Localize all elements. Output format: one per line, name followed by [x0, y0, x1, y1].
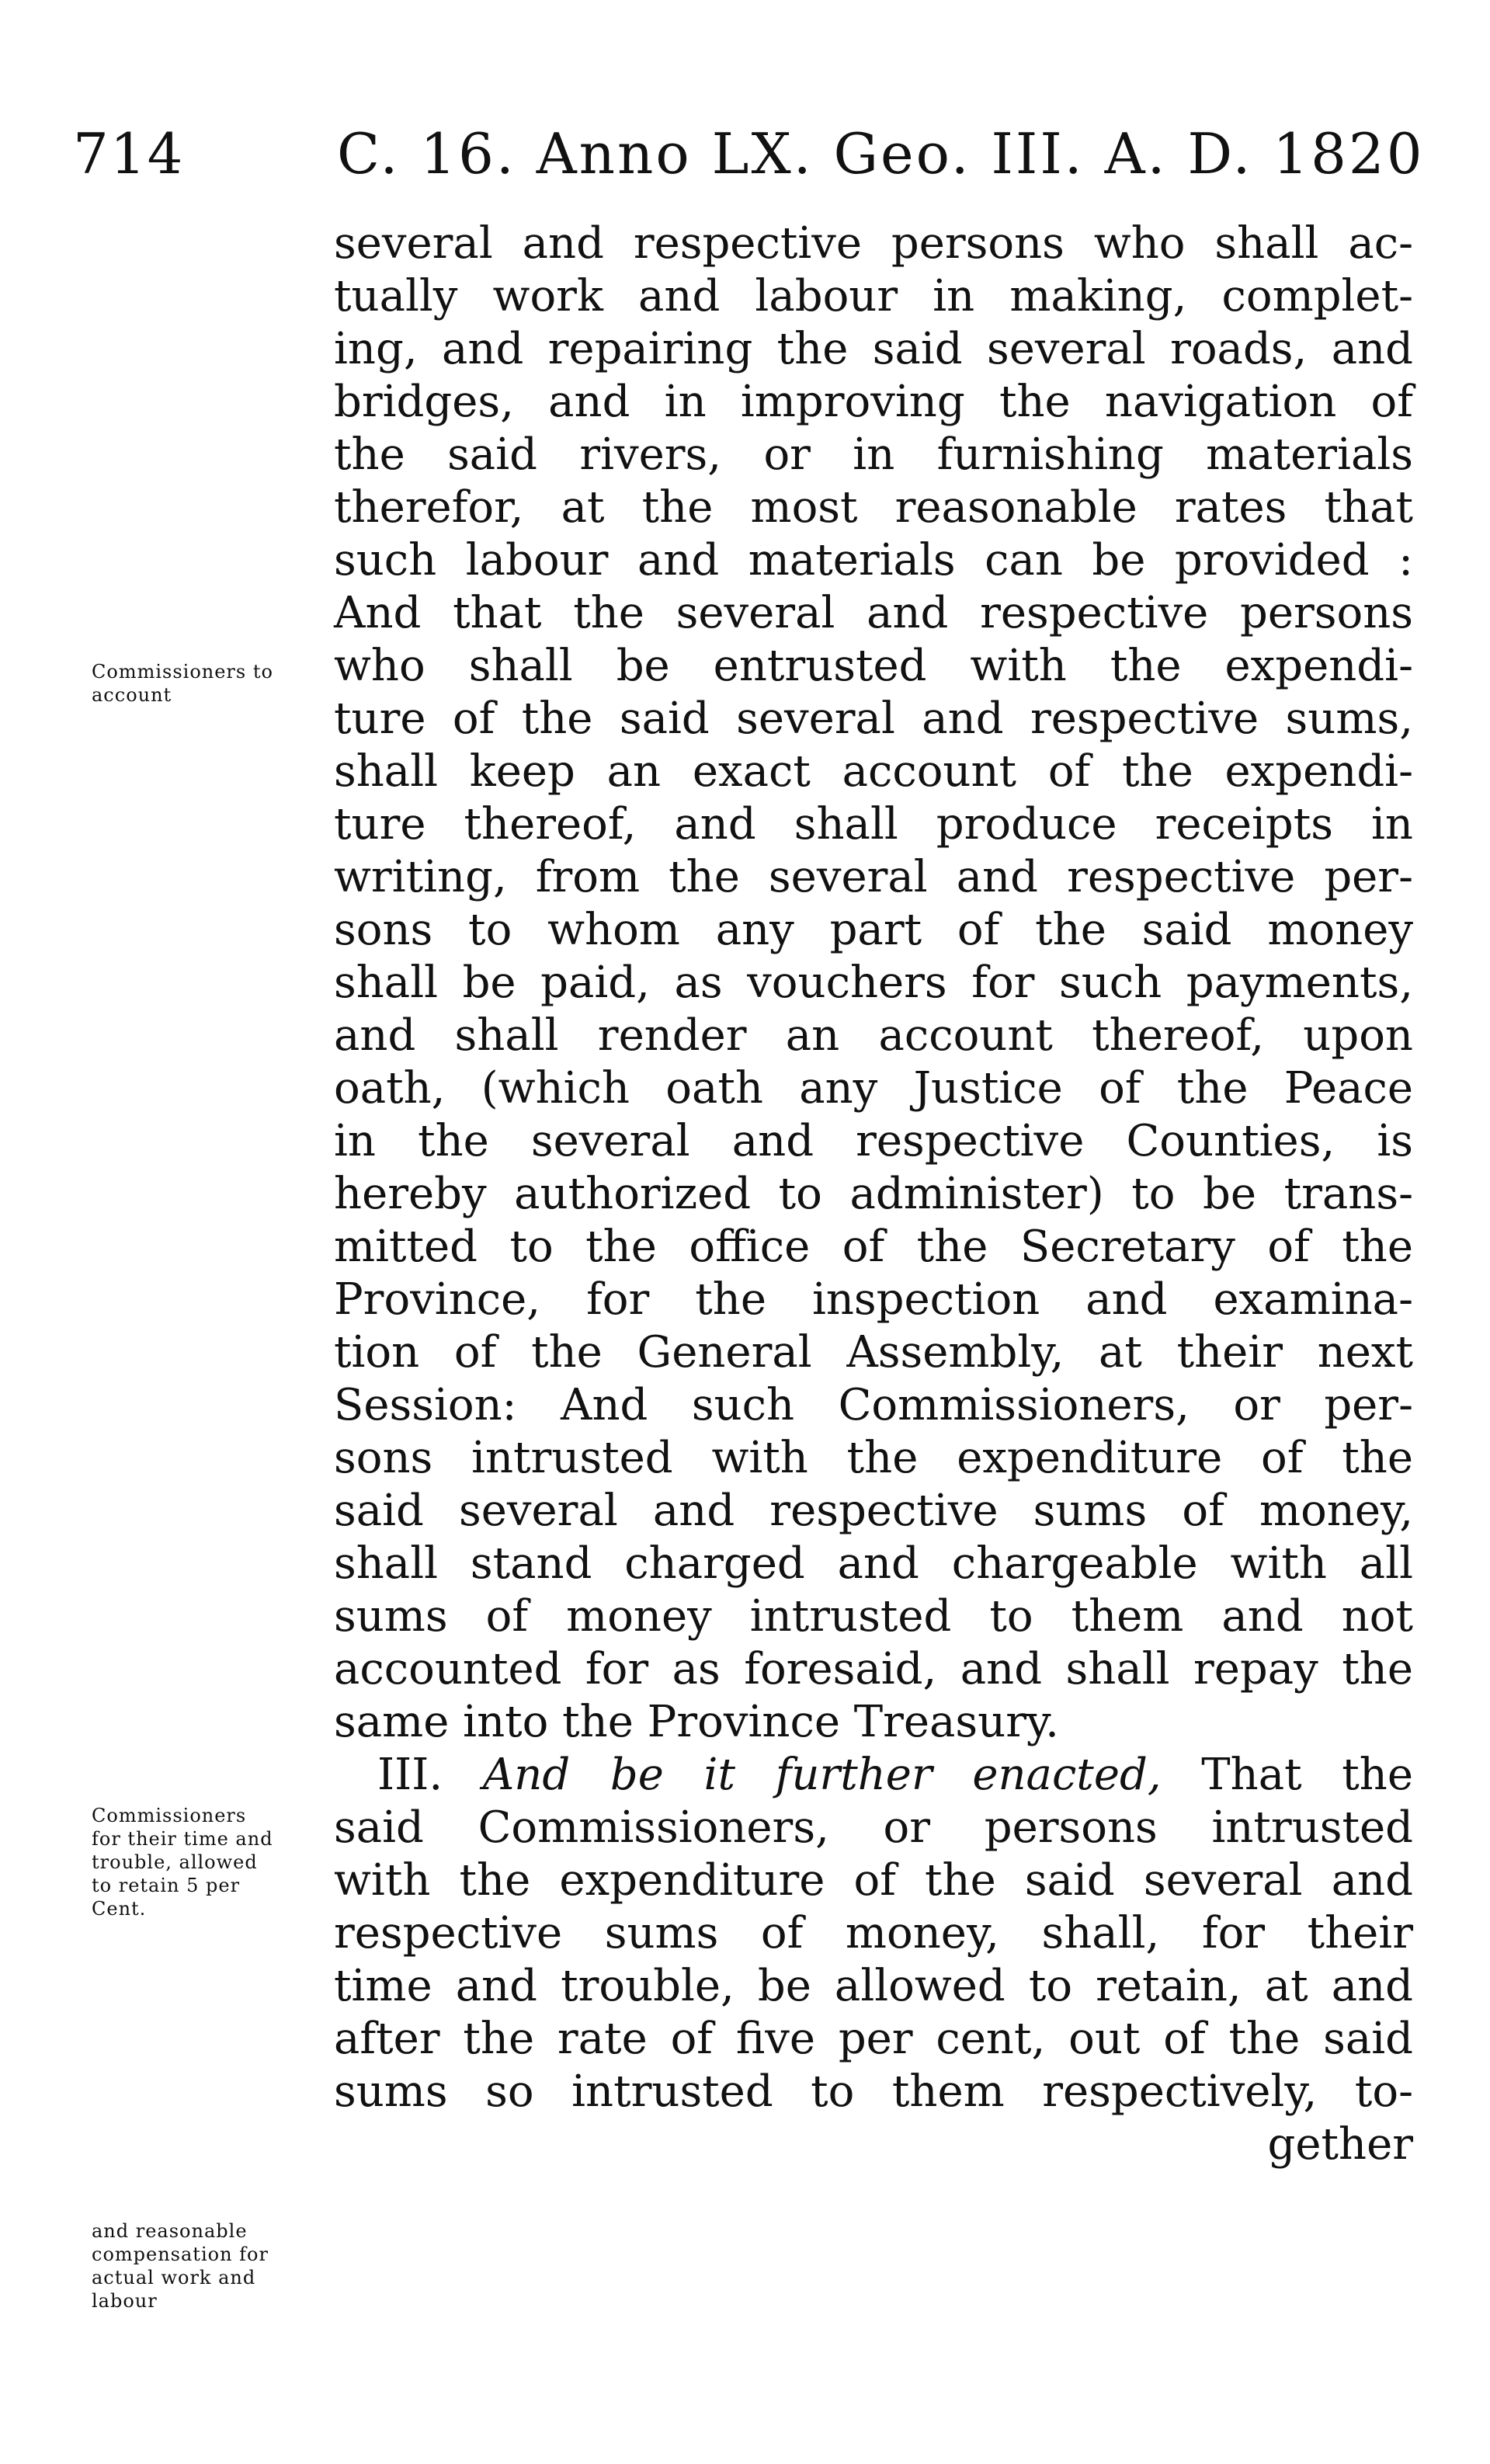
text-line: Province, for the inspection and examina- — [334, 1274, 1413, 1325]
text-line: time and trouble, be allowed to retain, at and — [334, 1961, 1413, 2011]
marginal-note-line: to retain 5 per — [92, 1875, 241, 1896]
marginal-note-line: compensation for — [92, 2243, 269, 2265]
text-line: oath, (which oath any Justice of the Peace — [334, 1063, 1413, 1114]
marginal-note-line: account — [92, 684, 172, 706]
text-line: shall stand charged and chargeable with all — [334, 1538, 1413, 1589]
running-head: C. 16. Anno LX. Geo. III. A. D. 1820 — [337, 121, 1425, 186]
text-line: tually work and labour in making, complet- — [334, 271, 1413, 321]
marginal-note-line: Cent. — [92, 1898, 147, 1920]
marginal-note-line: actual work and — [92, 2267, 256, 2288]
text-line: hereby authorized to administer) to be trans- — [334, 1169, 1413, 1219]
text-line: ture thereof, and shall produce receipts in — [334, 799, 1413, 850]
body-text — [334, 217, 1413, 2171]
text-line: mitted to the office of the Secretary of the — [334, 1222, 1413, 1272]
marginal-note-commissioners-account — [92, 660, 356, 707]
text-line: same into the Province Treasury. — [334, 1697, 1059, 1747]
page-header — [73, 116, 1425, 191]
text-line: after the rate of five per cent, out of the said — [334, 2014, 1413, 2064]
marginal-note-line: trouble, allowed — [92, 1851, 258, 1873]
text-line: in the several and respective Counties, is — [334, 1116, 1413, 1166]
text-line: sons to whom any part of the said money — [334, 905, 1413, 955]
text-line: who shall be entrusted with the expendi- — [334, 641, 1413, 691]
text-line: sums so intrusted to them respectively, to- — [334, 2066, 1413, 2117]
marginal-note-commissioners-allowance — [92, 1804, 356, 1920]
section-heading-line — [334, 1749, 1413, 1802]
marginal-note-line: Commissioners — [92, 1805, 247, 1826]
catchword: gether — [1267, 2119, 1413, 2170]
text-line: tion of the General Assembly, at their next — [334, 1327, 1413, 1378]
text-line: several and respective persons who shall ac- — [334, 218, 1413, 269]
text-line: ture of the said several and respective sums, — [334, 693, 1413, 744]
text-line: bridges, and in improving the navigation of — [334, 377, 1413, 427]
text-line: said several and respective sums of money, — [334, 1486, 1413, 1536]
enacting-clause: And be it further enacted, — [482, 1750, 1162, 1800]
section-number: III. — [377, 1750, 443, 1800]
text-line: Session: And such Commissioners, or per- — [334, 1380, 1413, 1430]
text-line: and shall render an account thereof, upon — [334, 1010, 1413, 1061]
page-number: 714 — [73, 121, 185, 186]
text-line: respective sums of money, shall, for their — [334, 1908, 1413, 1958]
text-line: sums of money intrusted to them and not — [334, 1591, 1413, 1642]
text-line: therefor, at the most reasonable rates that — [334, 482, 1413, 533]
text-line: such labour and materials can be provided : — [334, 535, 1413, 586]
text-line: ing, and repairing the said several roads, and — [334, 324, 1413, 374]
text-line: said Commissioners, or persons intrusted — [334, 1802, 1413, 1853]
text-line: the said rivers, or in furnishing materials — [334, 429, 1413, 480]
text-line: shall keep an exact account of the expendi- — [334, 746, 1413, 797]
marginal-note-compensation — [92, 2219, 356, 2313]
marginal-note-line: and reasonable — [92, 2220, 248, 2242]
marginal-note-line: labour — [92, 2290, 158, 2312]
text-line: accounted for as foresaid, and shall repay the — [334, 1644, 1413, 1694]
text-line: shall be paid, as vouchers for such payments, — [334, 957, 1413, 1008]
text-line: writing, from the several and respective per- — [334, 852, 1413, 902]
text-line: sons intrusted with the expenditure of the — [334, 1433, 1413, 1483]
marginal-note-line: for their time and — [92, 1828, 273, 1850]
marginal-note-line: Commissioners to — [92, 661, 273, 683]
section-text: That the — [1201, 1750, 1413, 1800]
text-line: with the expenditure of the said several and — [334, 1855, 1413, 1906]
text-line: And that the several and respective persons — [334, 588, 1413, 638]
